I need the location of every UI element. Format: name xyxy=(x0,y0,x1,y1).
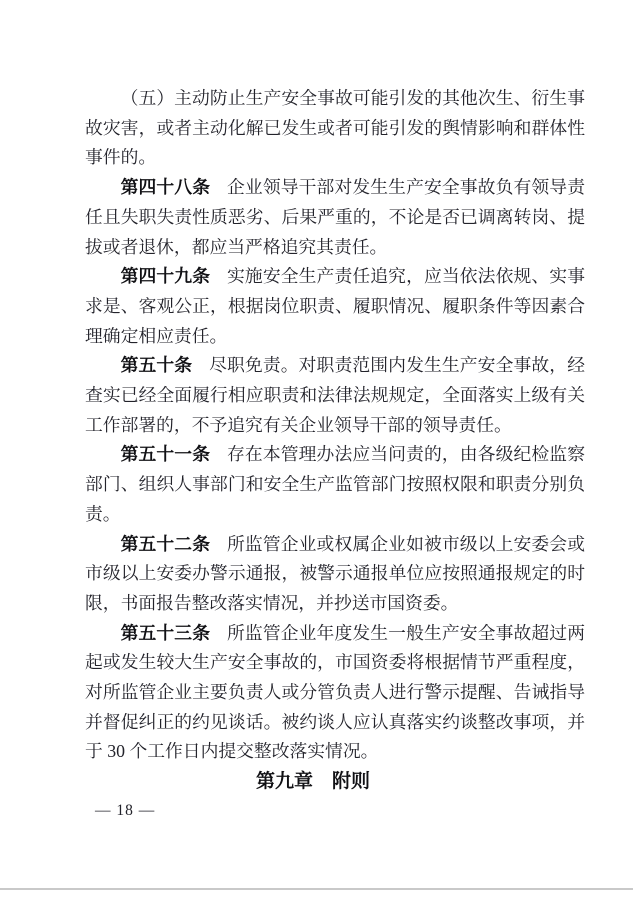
document-body xyxy=(85,84,585,797)
article-paragraph xyxy=(85,530,585,619)
article-paragraph xyxy=(85,84,585,173)
paragraph-text: （五）主动防止生产安全事故可能引发的其他次生、衍生事故灾害，或者主动化解已发生或者可能引发的舆情影响和群体性事件的。 xyxy=(85,88,585,168)
article-number: 第五十三条 xyxy=(120,622,211,643)
chapter-heading: 第九章 附则 xyxy=(255,771,370,793)
page-edge-divider xyxy=(0,888,633,890)
article-number: 第五十二条 xyxy=(120,533,211,554)
article-number: 第五十一条 xyxy=(120,444,211,465)
paragraph-text: 所监管企业或权属企业如被市级以上安委会或市级以上安委办警示通报，被警示通报单位应按照通报规定的时限，书面报告整改落实情况，并抄送市国资委。 xyxy=(85,533,585,613)
paragraph-text: 存在本管理办法应当问责的，由各级纪检监察部门、组织人事部门和安全生产监管部门按照权限和职责分别负责。 xyxy=(85,444,585,524)
article-number: 第四十九条 xyxy=(120,266,211,287)
paragraph-text: 企业领导干部对发生生产安全事故负有领导责任且失职失责性质恶劣、后果严重的，不论是否已调离转岗、提拔或者退休，都应当严格追究其责任。 xyxy=(85,177,585,257)
article-number: 第五十条 xyxy=(120,355,193,376)
article-paragraph xyxy=(85,351,585,440)
article-paragraph xyxy=(85,173,585,262)
paragraph-text: 尽职免责。对职责范围内发生生产安全事故，经查实已经全面履行相应职责和法律法规规定，全面落实上级有关工作部署的，不予追究有关企业领导干部的领导责任。 xyxy=(85,355,585,435)
article-paragraph xyxy=(85,262,585,351)
paragraph-text: 所监管企业年度发生一般生产安全事故超过两起或发生较大生产安全事故的，市国资委将根据情节严重程度，对所监管企业主要负责人或分管负责人进行警示提醒、告诫指导并督促纠正的约见谈话。被约谈人应认真落实约谈整改事项，并于 30 个工作日内提交整改落实情况。 xyxy=(85,622,585,762)
paragraph-text: 实施安全生产责任追究，应当依法依规、实事求是、客观公正，根据岗位职责、履职情况、履职条件等因素合理确定相应责任。 xyxy=(85,266,585,346)
page-number: — 18 — xyxy=(95,802,156,819)
article-number: 第四十八条 xyxy=(120,177,211,198)
article-paragraph xyxy=(85,440,585,529)
article-paragraph xyxy=(85,619,585,768)
